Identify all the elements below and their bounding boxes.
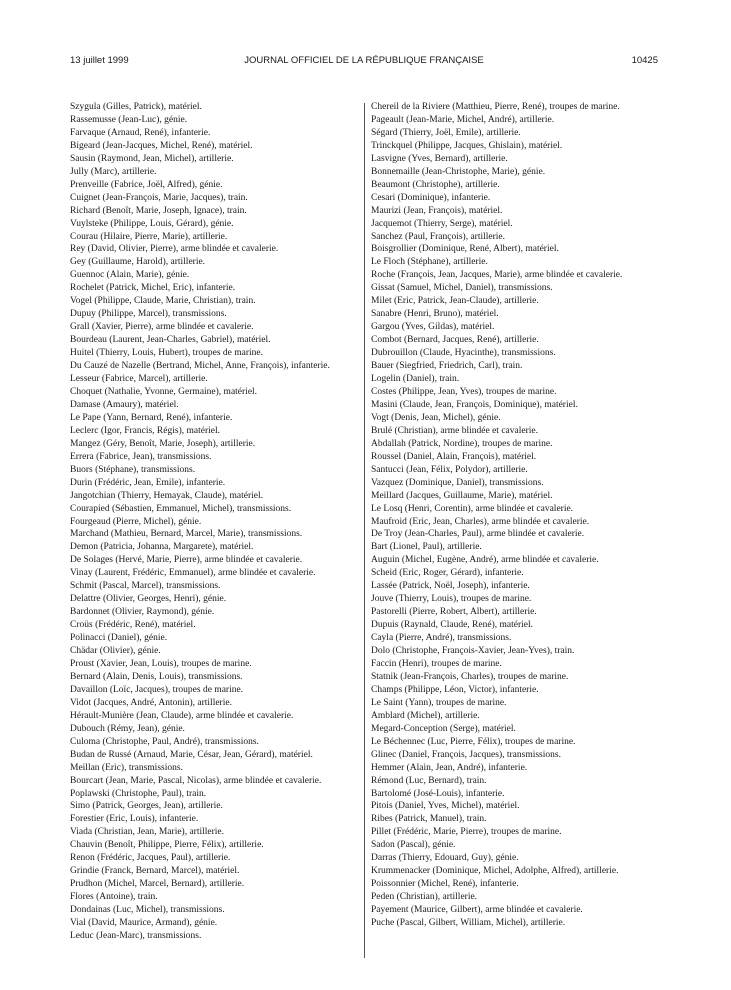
- list-item: Vidot (Jacques, André, Antonin), artillerie.: [70, 697, 232, 708]
- list-item: Vogel (Philippe, Claude, Marie, Christian), train.: [70, 296, 256, 307]
- list-item: Abdallah (Patrick, Nordine), troupes de marine.: [371, 438, 553, 449]
- list-item: Du Cauzé de Nazelle (Bertrand, Michel, Anne, François), infanterie.: [70, 361, 330, 372]
- list-item: Buors (Stéphane), transmissions.: [70, 464, 196, 475]
- list-item: Leclerc (Igor, Francis, Régis), matériel.: [70, 425, 220, 436]
- list-item: Dupuy (Philippe, Marcel), transmissions.: [70, 309, 227, 320]
- list-item: Rey (David, Olivier, Pierre), arme blindée et cavalerie.: [70, 244, 279, 255]
- list-item: Champs (Philippe, Léon, Victor), infanterie.: [371, 684, 539, 695]
- list-item: Bardonnet (Olivier, Raymond), génie.: [70, 607, 215, 618]
- list-item: Scheid (Eric, Roger, Gérard), infanterie.: [371, 568, 524, 579]
- list-item: Flores (Antoine), train.: [70, 892, 158, 903]
- list-item: Viada (Christian, Jean, Marie), artillerie.: [70, 827, 225, 838]
- header-page-number: 10425: [631, 55, 658, 66]
- list-item: Logelin (Daniel), train.: [371, 374, 460, 385]
- list-item: Payement (Maurice, Gilbert), arme blindée et cavalerie.: [371, 905, 583, 916]
- list-item: Meillard (Jacques, Guillaume, Marie), matériel.: [371, 490, 553, 501]
- list-item: Trinckquel (Philippe, Jacques, Ghislain), matériel.: [371, 140, 563, 151]
- list-item: Grall (Xavier, Pierre), arme blindée et cavalerie.: [70, 322, 254, 333]
- list-item: Pillet (Frédéric, Marie, Pierre), troupes de marine.: [371, 827, 562, 838]
- list-item: De Troy (Jean-Charles, Paul), arme blindée et cavalerie.: [371, 529, 585, 540]
- list-item: Roussel (Daniel, Alain, François), matériel.: [371, 451, 537, 462]
- list-item: Lasvigne (Yves, Bernard), artillerie.: [371, 153, 508, 164]
- list-item: Forestier (Eric, Louis), infanterie.: [70, 814, 199, 825]
- list-item: Glinec (Daniel, François, Jacques), transmissions.: [371, 749, 561, 760]
- list-item: Errera (Fabrice, Jean), transmissions.: [70, 451, 212, 462]
- list-item: Lesseur (Fabrice, Marcel), artillerie.: [70, 374, 208, 385]
- list-item: Chereil de la Riviere (Matthieu, Pierre, René), troupes de marine.: [371, 102, 620, 112]
- list-item: Amblard (Michel), artillerie.: [371, 710, 480, 721]
- list-item: Rassemusse (Jean-Luc), génie.: [70, 114, 188, 125]
- list-item: Brulé (Christian), arme blindée et cavalerie.: [371, 425, 538, 436]
- list-item: Cayla (Pierre, André), transmissions.: [371, 633, 512, 644]
- list-item: Simo (Patrick, Georges, Jean), artillerie.: [70, 801, 223, 812]
- list-item: Costes (Philippe, Jean, Yves), troupes de marine.: [371, 386, 557, 397]
- list-item: Puche (Pascal, Gilbert, William, Michel), artillerie.: [371, 918, 566, 929]
- list-item: Proust (Xavier, Jean, Louis), troupes de marine.: [70, 658, 252, 669]
- list-item: Faccin (Henri), troupes de marine.: [371, 658, 502, 669]
- list-item: Courapied (Sébastien, Emmanuel, Michel), transmissions.: [70, 503, 292, 514]
- list-item: Polinacci (Daniel), génie.: [70, 633, 168, 644]
- list-item: Le Béchennec (Luc, Pierre, Félix), troupes de marine.: [371, 736, 576, 747]
- list-item: Prenveille (Fabrice, Joël, Alfred), génie.: [70, 179, 223, 190]
- list-item: Krummenacker (Dominique, Michel, Adolphe, Alfred), artillerie.: [371, 866, 619, 877]
- list-item: Ribes (Patrick, Manuel), train.: [371, 814, 487, 825]
- list-item: Le Floch (Stéphane), artillerie.: [371, 257, 488, 268]
- list-item: Bauer (Siegfried, Friedrich, Carl), train.: [371, 361, 523, 372]
- list-item: Demon (Patricia, Johanna, Margarete), matériel.: [70, 542, 254, 553]
- list-item: Delattre (Olivier, Georges, Henri), génie.: [70, 594, 227, 605]
- list-item: Statnik (Jean-François, Charles), troupes de marine.: [371, 671, 569, 682]
- list-item: Bart (Lionel, Paul), artillerie.: [371, 542, 482, 553]
- list-item: Jacquemot (Thierry, Serge), matériel.: [371, 218, 513, 229]
- list-item: Sanabre (Henri, Bruno), matériel.: [371, 309, 499, 320]
- list-item: Vazquez (Dominique, Daniel), transmissions.: [371, 477, 544, 488]
- header-title: JOURNAL OFFICIEL DE LA RÉPUBLIQUE FRANÇAISE: [244, 55, 484, 66]
- list-item: Jully (Marc), artillerie.: [70, 166, 157, 177]
- list-item: Cesari (Dominique), infanterie.: [371, 192, 491, 203]
- list-item: Dubouch (Rémy, Jean), génie.: [70, 723, 185, 734]
- list-item: Vinay (Laurent, Frédéric, Emmanuel), arme blindée et cavalerie.: [70, 568, 316, 579]
- list-item: Cuignet (Jean-François, Marie, Jacques), train.: [70, 192, 248, 203]
- page-header: [70, 55, 658, 69]
- list-item: Choquet (Nathalie, Yvonne, Germaine), matériel.: [70, 386, 258, 397]
- list-item: Croüs (Frédéric, René), matériel.: [70, 620, 196, 631]
- list-item: Dubrouillon (Claude, Hyacinthe), transmissions.: [371, 348, 556, 359]
- list-item: Vogt (Denis, Jean, Michel), génie.: [371, 412, 501, 423]
- list-item: Bonnemaille (Jean-Christophe, Marie), génie.: [371, 166, 546, 177]
- list-item: Hemmer (Alain, Jean, André), infanterie.: [371, 762, 528, 773]
- list-item: Sanchez (Paul, François), artillerie.: [371, 231, 506, 242]
- list-item: Vial (David, Maurice, Armand), génie.: [70, 918, 218, 929]
- list-item: Renon (Frédéric, Jacques, Paul), artillerie.: [70, 853, 231, 864]
- list-item: Courau (Hilaire, Pierre, Marie), artillerie.: [70, 231, 228, 242]
- list-item: Masini (Claude, Jean, François, Dominique), matériel.: [371, 399, 578, 410]
- list-item: Gargou (Yves, Gildas), matériel.: [371, 322, 495, 333]
- list-item: Schmit (Pascal, Marcel), transmissions.: [70, 581, 221, 592]
- list-item: Guennoc (Alain, Marie), génie.: [70, 270, 190, 281]
- list-item: Budan de Russé (Arnaud, Marie, César, Jean, Gérard), matériel.: [70, 749, 313, 760]
- list-item: Milet (Eric, Patrick, Jean-Claude), artillerie.: [371, 296, 539, 307]
- list-item: Culoma (Christophe, Paul, André), transmissions.: [70, 736, 259, 747]
- list-item: Combot (Bernard, Jacques, René), artillerie.: [371, 335, 539, 346]
- list-item: Le Pape (Yann, Bernard, René), infanterie.: [70, 412, 233, 423]
- list-item: Darras (Thierry, Edouard, Guy), génie.: [371, 853, 519, 864]
- list-item: Le Losq (Henri, Corentin), arme blindée et cavalerie.: [371, 503, 574, 514]
- list-item: Szygula (Gilles, Patrick), matériel.: [70, 102, 202, 112]
- list-item: Le Saint (Yann), troupes de marine.: [371, 697, 507, 708]
- list-item: Megard-Conception (Serge), matériel.: [371, 723, 516, 734]
- list-item: Pastorelli (Pierre, Robert, Albert), artillerie.: [371, 607, 537, 618]
- list-item: Grindie (Franck, Bernard, Marcel), matériel.: [70, 866, 240, 877]
- list-item: Poissonnier (Michel, René), infanterie.: [371, 879, 519, 890]
- column-divider: [364, 103, 365, 958]
- list-item: Beaumont (Christophe), artillerie.: [371, 179, 500, 190]
- list-item: Jouve (Thierry, Louis), troupes de marine.: [371, 594, 532, 605]
- list-item: Prudhon (Michel, Marcel, Bernard), artillerie.: [70, 879, 245, 890]
- list-item: Dupuis (Raynald, Claude, René), matériel.: [371, 620, 533, 631]
- list-item: Marchand (Mathieu, Bernard, Marcel, Marie), transmissions.: [70, 529, 303, 540]
- list-item: Bigeard (Jean-Jacques, Michel, René), matériel.: [70, 140, 253, 151]
- left-column: [70, 101, 359, 943]
- list-item: Sadon (Pascal), génie.: [371, 840, 456, 851]
- list-item: Lassée (Patrick, Noël, Joseph), infanterie.: [371, 581, 530, 592]
- list-item: Bourcart (Jean, Marie, Pascal, Nicolas), arme blindée et cavalerie.: [70, 775, 322, 786]
- list-item: Sausin (Raymond, Jean, Michel), artillerie.: [70, 153, 234, 164]
- list-item: Chädar (Olivier), génie.: [70, 646, 161, 657]
- list-item: Farvaque (Arnaud, René), infanterie.: [70, 127, 211, 138]
- list-item: Peden (Christian), artillerie.: [371, 892, 478, 903]
- list-item: Gissat (Samuel, Michel, Daniel), transmissions.: [371, 283, 553, 294]
- list-item: Pageault (Jean-Marie, Michel, André), artillerie.: [371, 114, 555, 125]
- list-item: Leduc (Jean-Marc), transmissions.: [70, 931, 202, 941]
- list-item: Huitel (Thierry, Louis, Hubert), troupes de marine.: [70, 348, 264, 359]
- list-item: Durin (Frédéric, Jean, Emile), infanterie.: [70, 477, 226, 488]
- list-item: Jangotchian (Thierry, Hemayak, Claude), matériel.: [70, 490, 264, 501]
- list-item: Maurizi (Jean, François), matériel.: [371, 205, 503, 216]
- list-item: De Solages (Hervé, Marie, Pierre), arme blindée et cavalerie.: [70, 555, 303, 566]
- list-item: Bartolomé (José-Louis), infanterie.: [371, 788, 505, 799]
- list-item: Boisgrollier (Dominique, René, Albert), matériel.: [371, 244, 559, 255]
- list-item: Santucci (Jean, Félix, Polydor), artillerie.: [371, 464, 528, 475]
- list-item: Rémond (Luc, Bernard), train.: [371, 775, 487, 786]
- list-item: Bernard (Alain, Denis, Louis), transmissions.: [70, 671, 243, 682]
- list-item: Pitois (Daniel, Yves, Michel), matériel.: [371, 801, 520, 812]
- list-item: Dondainas (Luc, Michel), transmissions.: [70, 905, 225, 916]
- list-item: Mangez (Géry, Benoît, Marie, Joseph), artillerie.: [70, 438, 256, 449]
- list-item: Dolo (Christophe, François-Xavier, Jean-Yves), train.: [371, 646, 575, 657]
- list-item: Damase (Amaury), matériel.: [70, 399, 179, 410]
- list-item: Poplawski (Christophe, Paul), train.: [70, 788, 207, 799]
- list-item: Meillan (Eric), transmissions.: [70, 762, 183, 773]
- list-item: Vuylsteke (Philippe, Louis, Gérard), génie.: [70, 218, 234, 229]
- list-item: Bourdeau (Laurent, Jean-Charles, Gabriel), matériel.: [70, 335, 271, 346]
- list-item: Maufroid (Eric, Jean, Charles), arme blindée et cavalerie.: [371, 516, 590, 527]
- list-item: Auguin (Michel, Eugène, André), arme blindée et cavalerie.: [371, 555, 599, 566]
- list-item: Ségard (Thierry, Joël, Emile), artillerie.: [371, 127, 521, 138]
- list-item: Davaillon (Loïc, Jacques), troupes de marine.: [70, 684, 244, 695]
- list-item: Rochelet (Patrick, Michel, Eric), infanterie.: [70, 283, 236, 294]
- list-item: Richard (Benoît, Marie, Joseph, Ignace), train.: [70, 205, 247, 216]
- right-column: [371, 101, 658, 930]
- list-item: Chauvin (Benoît, Philippe, Pierre, Félix), artillerie.: [70, 840, 264, 851]
- list-item: Gey (Guillaume, Harold), artillerie.: [70, 257, 206, 268]
- list-item: Fourgeaud (Pierre, Michel), génie.: [70, 516, 202, 527]
- list-item: Roche (François, Jean, Jacques, Marie), arme blindée et cavalerie.: [371, 270, 623, 281]
- list-item: Hérault-Munière (Jean, Claude), arme blindée et cavalerie.: [70, 710, 294, 721]
- header-date: 13 juillet 1999: [70, 55, 129, 66]
